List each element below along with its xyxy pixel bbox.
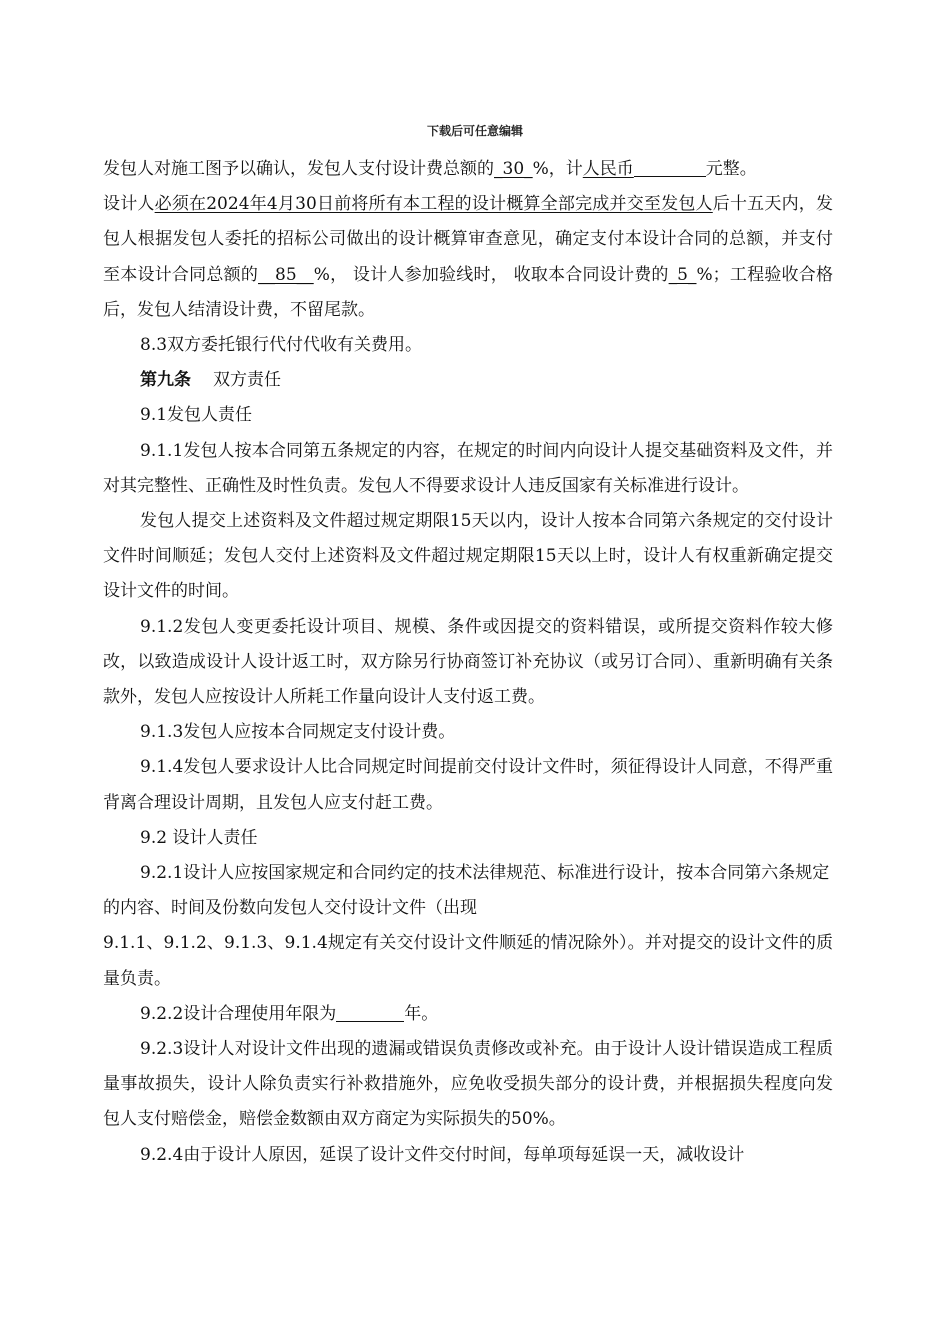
clause-9-1-1: 9.1.1发包人按本合同第五条规定的内容，在规定的时间内向设计人提交基础资料及文件，并对其完整性、正确性及时性负责。发包人不得要求设计人违反国家有关标准进行设计。 bbox=[103, 440, 833, 496]
clause-9-1-1-continued: 发包人提交上述资料及文件超过规定期限15天以内，设计人按本合同第六条规定的交付设计文件时间顺延；发包人交付上述资料及文件超过规定期限15天以上时，设计人有权重新确定提交设计文件的时间。 bbox=[103, 511, 833, 602]
amount-blank bbox=[634, 158, 706, 177]
clause-9-1-heading: 9.1发包人责任 bbox=[140, 405, 253, 426]
clause-9-2-heading: 9.2 设计人责任 bbox=[140, 827, 258, 848]
clause-9-2-4: 9.2.4由于设计人原因，延误了设计文件交付时间，每单项每延误一天，减收设计 bbox=[140, 1144, 745, 1165]
article-9-heading bbox=[103, 363, 833, 398]
clause-9-1-3: 9.1.3发包人应按本合同规定支付设计费。 bbox=[140, 722, 456, 743]
clause-9-2-3: 9.2.3设计人对设计文件出现的遗漏或错误负责修改或补充。由于设计人设计错误造成工程质量事故损失，设计人除负责实行补救措施外，应免收受损失部分的设计费，并根据损失程度向发包人支付赔偿金，赔偿金数额由双方商定为实际损失的50%。 bbox=[103, 1039, 833, 1130]
clause-9-2-1-part1: 9.2.1设计人应按国家规定和合同约定的技术法律规范、标准进行设计，按本合同第六条规定的内容、时间及份数向发包人交付设计文件（出现 bbox=[103, 863, 830, 919]
clause-9-2-2: 9.2.2设计合理使用年限为 年。 bbox=[140, 1003, 439, 1024]
percent-5: _5_ bbox=[668, 264, 697, 285]
article-number: 第九条 bbox=[140, 370, 191, 391]
clause-9-1-2: 9.1.2发包人变更委托设计项目、规模、条件或因提交的资料错误，或所提交资料作较大修改，以致造成设计人设计返工时，双方除另行协商签订补充协议（或另订合同）、重新明确有关条款外，发包人应按设计人所耗工作量向设计人支付返工费。 bbox=[103, 616, 833, 708]
rmb-label: 人民币 bbox=[582, 159, 634, 179]
article-title: 双方责任 bbox=[213, 370, 281, 391]
paragraph-design-estimate: 设计人必须在2024年4月30日前将所有本工程的设计概算全部完成并交至发包人后十五天内，发包人根据发包人委托的招标公司做出的设计概算审查意见，确定支付本设计合同的总额，并支付至本设计合同总额的__85__%， 设计人参加验线时， 收取本合同设计费的_5_%；工程验收合格后，发包人结清设计费，不留尾款。 bbox=[103, 194, 834, 320]
clause-8-3: 8.3双方委托银行代付代收有关费用。 bbox=[140, 335, 423, 356]
paragraph-payment-construction-drawing: 发包人对施工图予以确认，发包人支付设计费总额的_30_%，计人民币 元整。 bbox=[103, 159, 757, 179]
clause-9-1-4: 9.1.4发包人要求设计人比合同规定时间提前交付设计文件时，须征得设计人同意，不得严重背离合理设计周期，且发包人应支付赶工费。 bbox=[103, 757, 833, 813]
clause-9-2-1-part2: 9.1.1、9.1.2、9.1.3、9.1.4规定有关交付设计文件顺延的情况除外）。并对提交的设计文件的质量负责。 bbox=[103, 933, 833, 989]
percent-85: __85__ bbox=[258, 264, 314, 285]
years-blank bbox=[336, 1003, 404, 1022]
page-header: 下载后可任意编辑 bbox=[426, 124, 523, 138]
deadline-underlined: 必须在2024年4月30日前将所有本工程的设计概算全部完成并交至发包人 bbox=[154, 194, 713, 215]
contract-body bbox=[103, 152, 833, 1173]
percent-30: _30_ bbox=[494, 159, 533, 179]
